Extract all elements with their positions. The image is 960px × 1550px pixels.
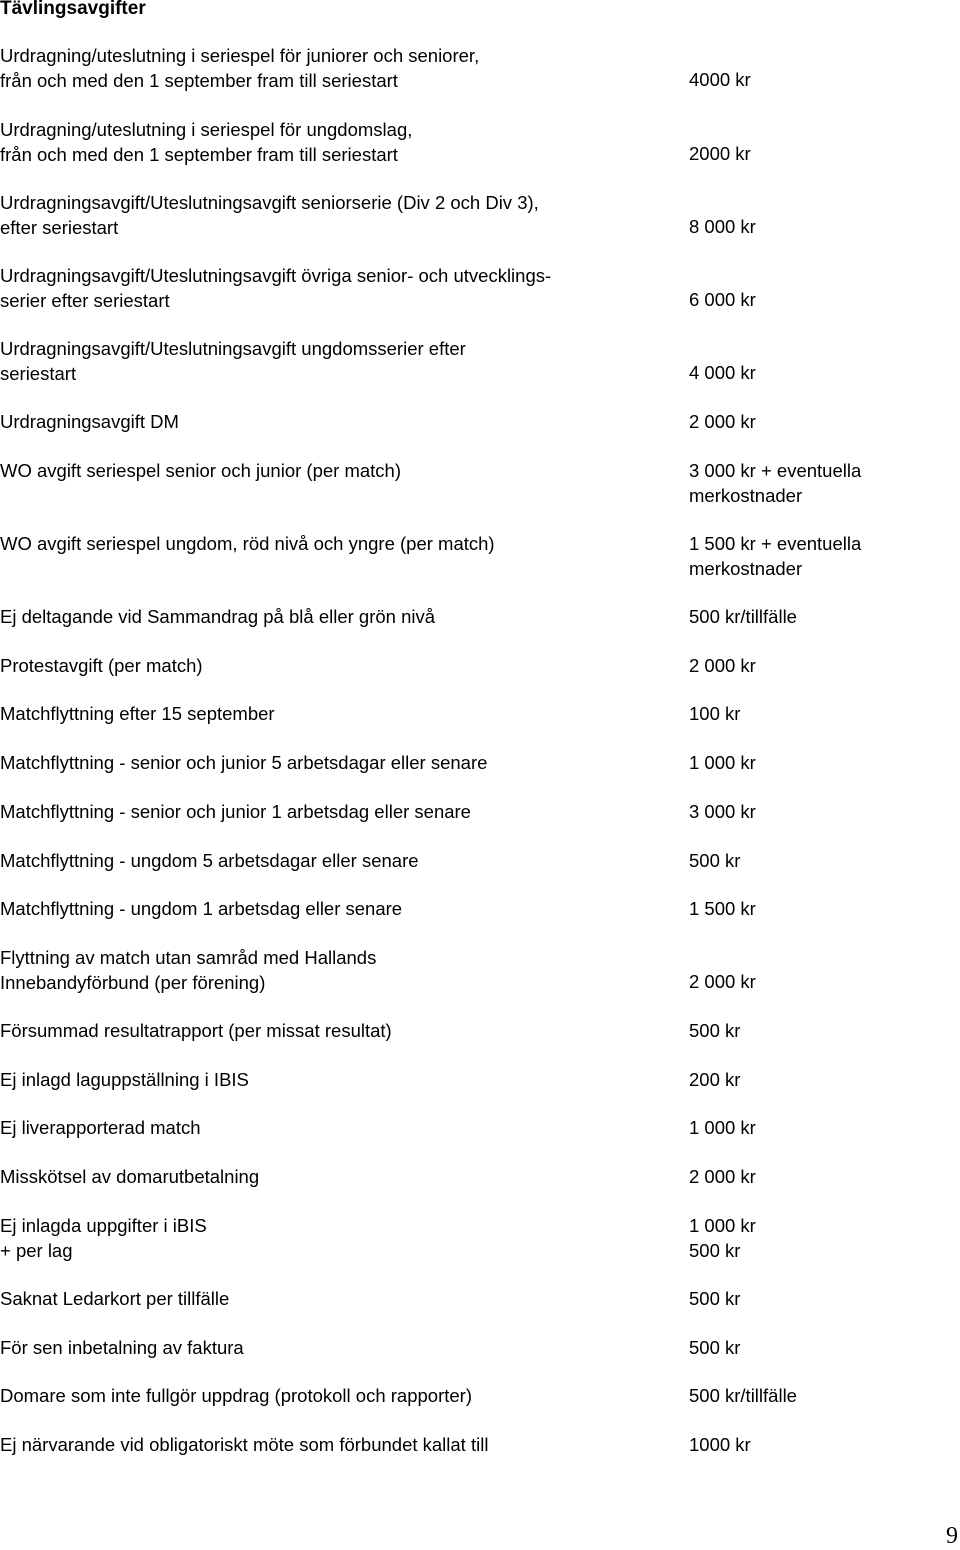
fee-amount: 3 000 kr + eventuella merkostnader [689, 460, 862, 506]
fee-label: Matchflyttning - ungdom 5 arbetsdagar eller senare [0, 850, 419, 871]
fee-label: WO avgift seriespel ungdom, röd nivå och yngre (per match) [0, 533, 495, 554]
fee-amount: 500 kr/tillfälle [689, 606, 797, 627]
fee-label: Matchflyttning - senior och junior 1 arbetsdag eller senare [0, 801, 471, 822]
fee-label: Misskötsel av domarutbetalning [0, 1166, 260, 1187]
fee-label: Ej inlagd laguppställning i IBIS [0, 1069, 249, 1090]
fee-amount: 4000 kr [689, 69, 751, 90]
fee-label: Urdragningsavgift DM [0, 411, 179, 432]
fee-amount: 1 500 kr [689, 898, 756, 919]
page-title: Tävlingsavgifter [0, 0, 146, 19]
fee-amount: 200 kr [689, 1069, 741, 1090]
fee-label: Urdragningsavgift/Uteslutningsavgift övriga senior- och utvecklings- serier efter seriestart [0, 265, 552, 311]
fee-amount: 500 kr [689, 1337, 741, 1358]
fee-amount: 500 kr/tillfälle [689, 1385, 797, 1406]
fee-label: Matchflyttning - ungdom 1 arbetsdag eller senare [0, 898, 403, 919]
fee-label: Ej inlagda uppgifter i iBIS + per lag [0, 1215, 207, 1261]
fee-label: Saknat Ledarkort per tillfälle [0, 1288, 230, 1309]
fee-amount: 1 000 kr [689, 1117, 756, 1138]
fee-amount: 3 000 kr [689, 801, 756, 822]
fee-label: Domare som inte fullgör uppdrag (protokoll och rapporter) [0, 1385, 472, 1406]
fee-label: Försummad resultatrapport (per missat resultat) [0, 1020, 392, 1041]
fee-label: Ej närvarande vid obligatoriskt möte som förbundet kallat till [0, 1434, 489, 1455]
fee-amount: 4 000 kr [689, 362, 756, 383]
fee-amount: 8 000 kr [689, 216, 756, 237]
fee-label: Matchflyttning efter 15 september [0, 703, 275, 724]
fee-amount: 2 000 kr [689, 411, 756, 432]
fee-amount: 1 000 kr [689, 752, 756, 773]
fee-amount: 500 kr [689, 1288, 741, 1309]
fee-amount: 100 kr [689, 703, 741, 724]
fee-label: Ej liverapporterad match [0, 1117, 201, 1138]
fee-amount: 2 000 kr [689, 971, 756, 992]
fee-label: Urdragningsavgift/Uteslutningsavgift seniorserie (Div 2 och Div 3), efter seriestart [0, 192, 539, 238]
fee-label: Urdragning/uteslutning i seriespel för ungdomslag, från och med den 1 september fram till seriestart [0, 119, 413, 165]
fee-amount: 1 000 kr 500 kr [689, 1215, 756, 1261]
fee-amount: 1 500 kr + eventuella merkostnader [689, 533, 862, 579]
fee-amount: 500 kr [689, 1020, 741, 1041]
fee-amount: 2000 kr [689, 143, 751, 164]
fee-amount: 2 000 kr [689, 1166, 756, 1187]
fee-label: Protestavgift (per match) [0, 655, 203, 676]
fee-label: WO avgift seriespel senior och junior (per match) [0, 460, 401, 481]
page-number: 9 [946, 1523, 958, 1549]
fee-label: Urdragning/uteslutning i seriespel för juniorer och seniorer, från och med den 1 september fram till seriestart [0, 45, 480, 91]
fee-amount: 1000 kr [689, 1434, 751, 1455]
fee-label: Urdragningsavgift/Uteslutningsavgift ungdomsserier efter seriestart [0, 338, 466, 384]
fee-amount: 6 000 kr [689, 289, 756, 310]
fee-label: Flyttning av match utan samråd med Hallands Innebandyförbund (per förening) [0, 947, 377, 993]
fee-label: För sen inbetalning av faktura [0, 1337, 244, 1358]
fee-amount: 2 000 kr [689, 655, 756, 676]
fee-amount: 500 kr [689, 850, 741, 871]
fee-label: Ej deltagande vid Sammandrag på blå eller grön nivå [0, 606, 436, 627]
fee-label: Matchflyttning - senior och junior 5 arbetsdagar eller senare [0, 752, 488, 773]
